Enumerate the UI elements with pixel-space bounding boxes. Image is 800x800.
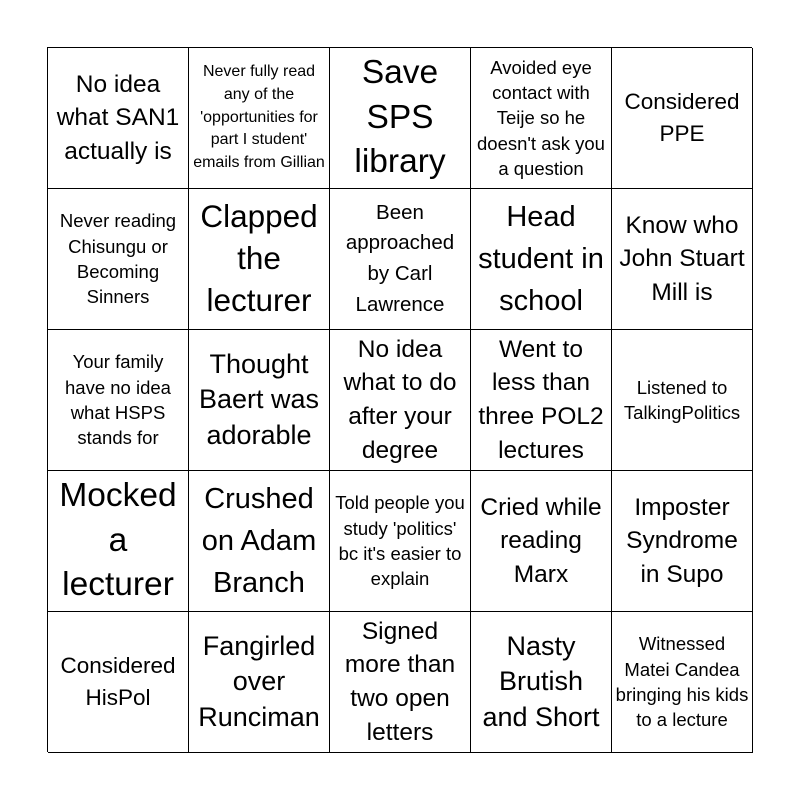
bingo-cell[interactable] [189, 612, 330, 753]
cell-label: Signed more than two open letters [344, 617, 456, 746]
cell-label: Fangirled over Runciman [198, 631, 320, 732]
cell-label: No idea what SAN1 actually is [56, 70, 180, 165]
cell-label: Imposter Syndrome in Supo [626, 493, 738, 588]
bingo-cell[interactable] [330, 612, 471, 753]
cell-label: Never reading Chisungu or Becoming Sinners [59, 210, 177, 308]
bingo-cell[interactable] [330, 189, 471, 330]
bingo-cell[interactable] [48, 330, 189, 471]
bingo-cell[interactable] [471, 612, 612, 753]
bingo-cell[interactable] [48, 471, 189, 612]
bingo-cell[interactable] [612, 189, 753, 330]
bingo-cell[interactable] [471, 330, 612, 471]
cell-label: Avoided eye contact with Teije so he doesn't ask you a question [477, 56, 605, 180]
cell-label: Know who John Stuart Mill is [619, 211, 745, 306]
bingo-cell[interactable] [330, 48, 471, 189]
cell-label: Nasty Brutish and Short [482, 631, 600, 732]
bingo-cell[interactable] [471, 471, 612, 612]
cell-label: No idea what to do after your degree [343, 335, 457, 464]
bingo-cell[interactable] [189, 48, 330, 189]
cell-label: Clapped the lecturer [200, 198, 318, 318]
cell-label: Witnessed Matei Candea bringing his kids to a lecture [615, 633, 749, 731]
bingo-cell[interactable] [48, 612, 189, 753]
bingo-cell[interactable] [330, 330, 471, 471]
cell-label: Crushed on Adam Branch [201, 482, 317, 600]
cell-label: Told people you study 'politics' bc it's easier to explain [335, 492, 465, 590]
bingo-cell[interactable] [612, 471, 753, 612]
cell-label: Considered PPE [624, 89, 740, 146]
cell-label: Listened to TalkingPolitics [623, 376, 741, 423]
bingo-board [47, 47, 752, 752]
bingo-cell[interactable] [612, 48, 753, 189]
cell-label: Been approached by Carl Lawrence [345, 200, 455, 316]
bingo-cell[interactable] [471, 189, 612, 330]
bingo-cell[interactable] [330, 471, 471, 612]
bingo-cell[interactable] [612, 330, 753, 471]
bingo-cell[interactable] [612, 612, 753, 753]
bingo-cell[interactable] [189, 471, 330, 612]
bingo-cell[interactable] [189, 330, 330, 471]
cell-label: Your family have no idea what HSPS stands for [65, 351, 171, 449]
bingo-cell[interactable] [189, 189, 330, 330]
cell-label: Considered HisPol [60, 653, 176, 710]
cell-label: Cried while reading Marx [480, 493, 602, 588]
bingo-cell[interactable] [48, 189, 189, 330]
cell-label: Never fully read any of the 'opportunities for part I student' emails from Gillian [193, 63, 325, 172]
bingo-cell[interactable] [48, 48, 189, 189]
cell-label: Head student in school [478, 200, 604, 318]
cell-label: Save SPS library [354, 54, 446, 181]
cell-label: Thought Baert was adorable [198, 349, 320, 450]
bingo-cell[interactable] [471, 48, 612, 189]
cell-label: Mocked a lecturer [59, 477, 177, 604]
cell-label: Went to less than three POL2 lectures [478, 335, 604, 464]
